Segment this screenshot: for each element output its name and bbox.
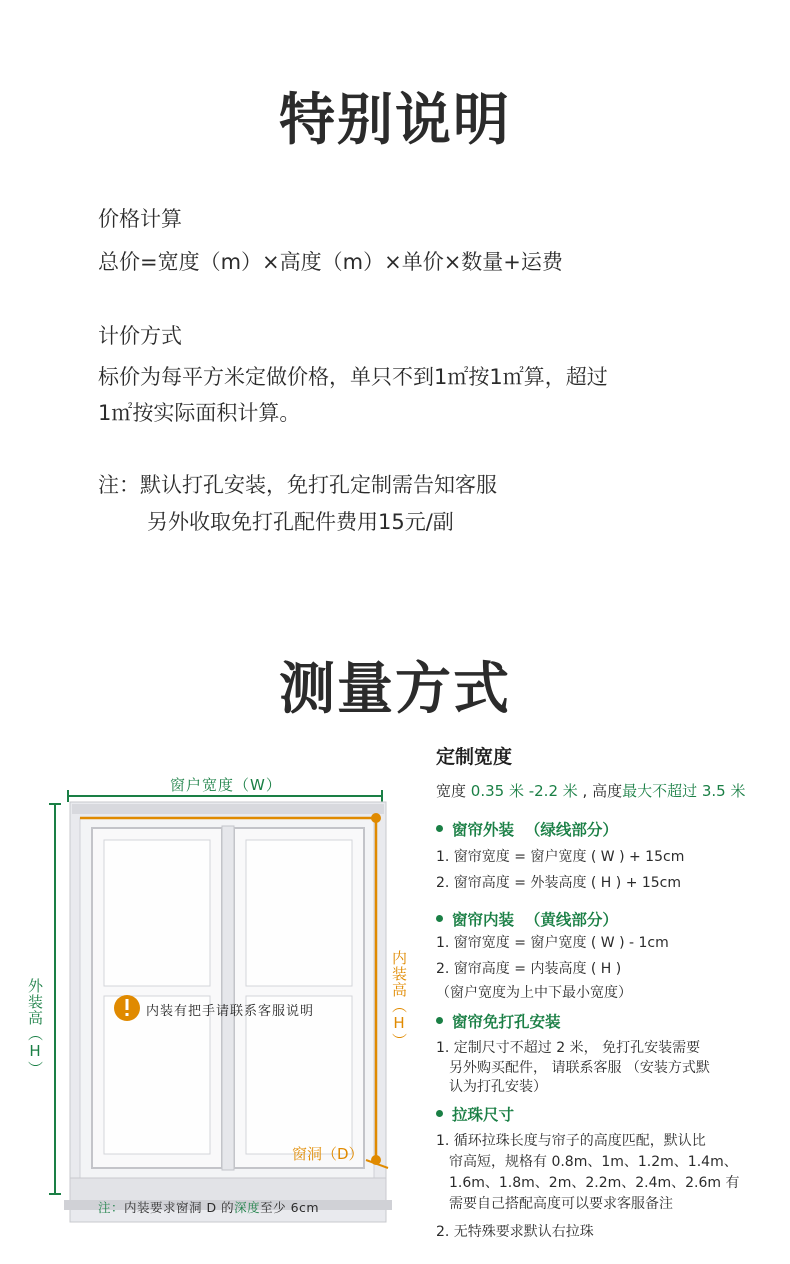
depth-label: 窗洞（D） [292,1145,364,1163]
inner-item-1: 1. 窗帘宽度 = 窗户宽度 ( W ) - 1cm [436,935,669,951]
custom-width-title: 定制宽度 [436,746,513,768]
width-prefix: 宽度 [436,782,471,800]
outer-mount-title [436,818,618,840]
pricing-line-1: 标价为每平方米定做价格，单只不到1㎡按1㎡算，超过 [98,365,608,389]
bead-line-1: 1. 循环拉珠长度与帘子的高度匹配，默认比 [436,1133,706,1149]
width-value: 0.35 米 -2.2 米 [470,782,578,800]
pricing-line-2: 1㎡按实际面积计算。 [98,401,301,425]
inner-tag-text: （黄线部分） [524,911,618,929]
bullet-dot-icon [436,1017,443,1024]
bottom-note-prefix: 注： [98,1200,125,1215]
note-line-1: 注：默认打孔安装，免打孔定制需告知客服 [98,473,497,497]
price-calc-label: 价格计算 [98,207,182,231]
measure-title: 测量方式 [279,657,511,722]
price-formula: 总价=宽度（m）×高度（m）×单价×数量+运费 [98,250,563,274]
no-drill-line-2: 另外购买配件， 请联系客服 （安装方式默 [449,1060,710,1076]
bead-title [436,1103,514,1125]
bullet-dot-icon [436,915,443,922]
bullet-dot-icon [436,825,443,832]
bullet-dot-icon [436,1110,443,1117]
no-drill-line-1: 1. 定制尺寸不超过 2 米， 免打孔安装需要 [436,1040,701,1056]
width-label: 窗户宽度（W） [170,776,282,794]
outer-height-label: 外装高（H） [26,978,44,1077]
height-prefix: , 高度 [577,782,623,800]
no-drill-title [436,1010,561,1032]
bead-line-2: 帘高短，规格有 0.8m、1m、1.2m、1.4m、 [449,1154,738,1170]
no-drill-line-3: 认为打孔安装） [449,1079,547,1095]
window-diagram [0,760,420,1230]
special-title: 特别说明 [279,88,511,153]
no-drill-title-text: 窗帘免打孔安装 [452,1013,561,1031]
outer-tag-text: （绿线部分） [524,821,618,839]
handle-note: 内装有把手请联系客服说明 [146,1004,315,1019]
size-limits [436,780,745,801]
outer-title-text: 窗帘外装 [452,821,515,839]
bead-item-2: 2. 无特殊要求默认右拉珠 [436,1224,594,1240]
bottom-note-b: 至少 6cm [260,1200,320,1215]
inner-height-label: 内装高（H） [390,950,408,1049]
bead-line-4: 需要自己搭配高度可以要求客服备注 [449,1196,673,1212]
outer-item-1: 1. 窗帘宽度 = 窗户宽度 ( W ) + 15cm [436,849,685,865]
diagram-bottom-note [98,1198,319,1216]
bottom-note-depth: 深度 [234,1200,261,1215]
inner-item-2: 2. 窗帘高度 = 内装高度 ( H ) [436,961,622,977]
inner-mount-title [436,908,618,930]
outer-item-2: 2. 窗帘高度 = 外装高度 ( H ) + 15cm [436,875,682,891]
note-line-2: 另外收取免打孔配件费用15元/副 [147,510,454,534]
inner-title-text: 窗帘内装 [452,911,515,929]
bead-title-text: 拉珠尺寸 [452,1106,515,1124]
pricing-method-label: 计价方式 [98,324,182,348]
inner-item-3: （窗户宽度为上中下最小宽度） [436,985,632,1001]
bottom-note-a: 内装要求窗洞 D 的 [124,1200,235,1215]
height-value: 最大不超过 3.5 米 [622,782,746,800]
bead-line-3: 1.6m、1.8m、2m、2.2m、2.4m、2.6m 有 [449,1175,740,1191]
